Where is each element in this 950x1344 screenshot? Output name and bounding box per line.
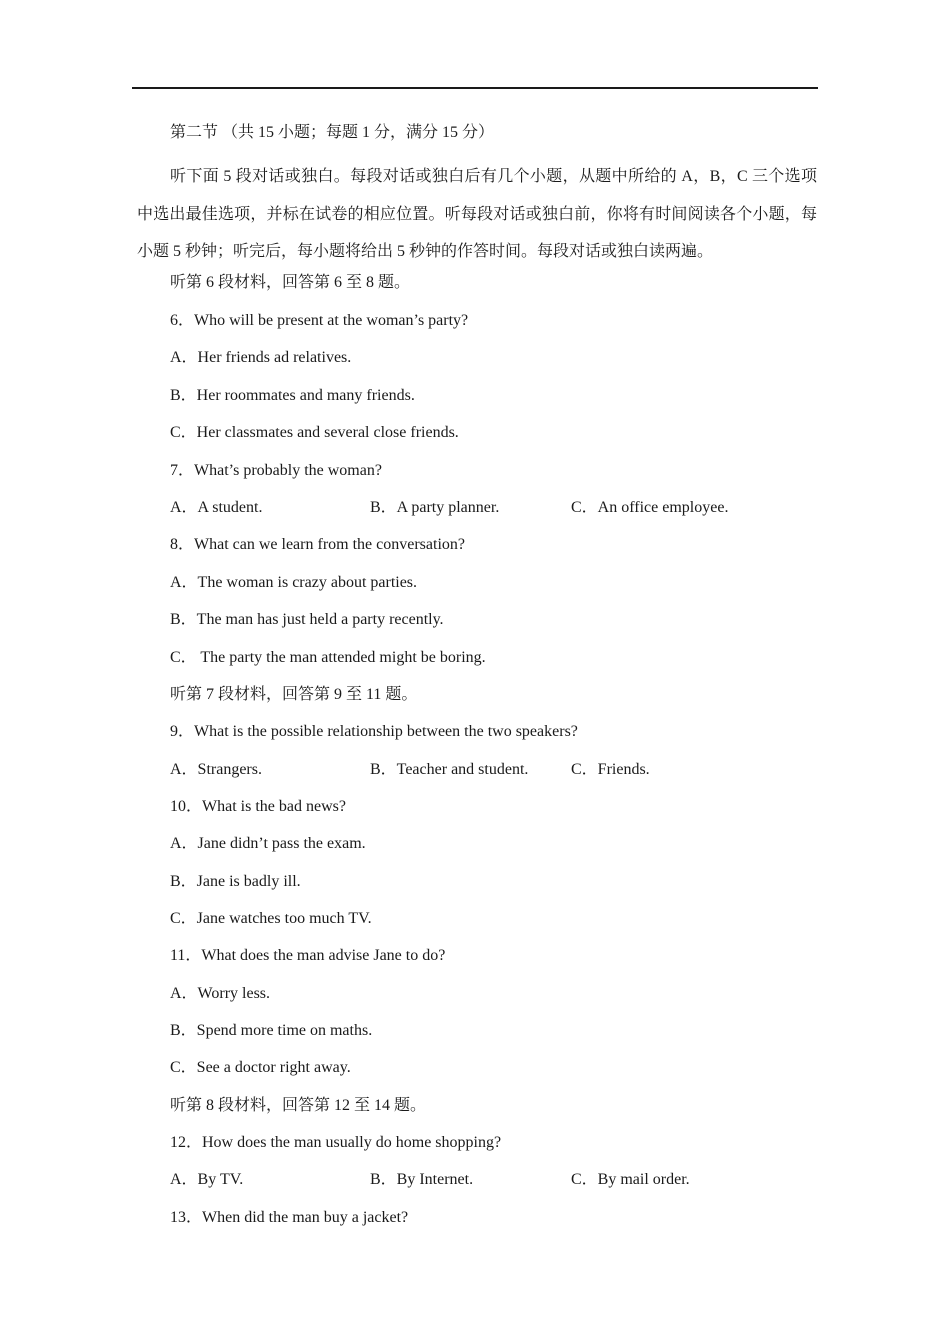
question-7-option-a: A．A student. (170, 499, 263, 516)
question-6: 6．Who will be present at the woman’s party? (170, 312, 469, 329)
question-11-option-c: C．See a doctor right away. (170, 1059, 351, 1076)
section-title: 第二节 （共 15 小题；每题 1 分，满分 15 分） (170, 124, 495, 141)
question-11: 11．What does the man advise Jane to do? (170, 947, 446, 964)
question-9: 9．What is the possible relationship between the two speakers? (170, 723, 578, 740)
question-9-option-c: C．Friends. (571, 761, 650, 778)
material-6-heading: 听第 6 段材料，回答第 6 至 8 题。 (170, 274, 411, 291)
question-10-option-c: C．Jane watches too much TV. (170, 910, 372, 927)
question-6-option-b: B．Her roommates and many friends. (170, 387, 415, 404)
material-8-heading: 听第 8 段材料，回答第 12 至 14 题。 (170, 1097, 427, 1114)
question-10-option-b: B．Jane is badly ill. (170, 873, 301, 890)
question-9-option-b: B．Teacher and student. (370, 761, 529, 778)
question-7-option-c: C．An office employee. (571, 499, 729, 516)
question-6-option-c: C．Her classmates and several close friends. (170, 424, 459, 441)
question-7-option-b: B．A party planner. (370, 499, 500, 516)
question-9-option-a: A．Strangers. (170, 761, 262, 778)
question-8-option-c: C． The party the man attended might be boring. (170, 649, 486, 666)
question-11-option-a: A．Worry less. (170, 985, 271, 1002)
question-7: 7．What’s probably the woman? (170, 462, 382, 479)
question-10-option-a: A．Jane didn’t pass the exam. (170, 835, 366, 852)
question-8-option-a: A．The woman is crazy about parties. (170, 574, 418, 591)
question-12: 12．How does the man usually do home shopping? (170, 1134, 502, 1151)
question-13: 13．When did the man buy a jacket? (170, 1209, 409, 1226)
question-10: 10．What is the bad news? (170, 798, 346, 815)
header-rule (132, 87, 818, 89)
question-6-option-a: A．Her friends ad relatives. (170, 349, 352, 366)
question-12-option-a: A．By TV. (170, 1171, 244, 1188)
question-12-option-b: B．By Internet. (370, 1171, 474, 1188)
question-8-option-b: B．The man has just held a party recently. (170, 611, 444, 628)
section-instructions: 听下面 5 段对话或独白。每段对话或独白后有几个小题，从题中所给的 A，B，C 三个选项中选出最佳选项，并标在试卷的相应位置。听每段对话或独白前，你将有时间阅读各个小题，每小题 5 秒钟；听完后，每小题将给出 5 秒钟的作答时间。每段对话或独白读两遍。 (137, 168, 817, 260)
question-12-option-c: C．By mail order. (571, 1171, 690, 1188)
question-8: 8．What can we learn from the conversation? (170, 536, 465, 553)
material-7-heading: 听第 7 段材料，回答第 9 至 11 题。 (170, 686, 418, 703)
question-11-option-b: B．Spend more time on maths. (170, 1022, 373, 1039)
